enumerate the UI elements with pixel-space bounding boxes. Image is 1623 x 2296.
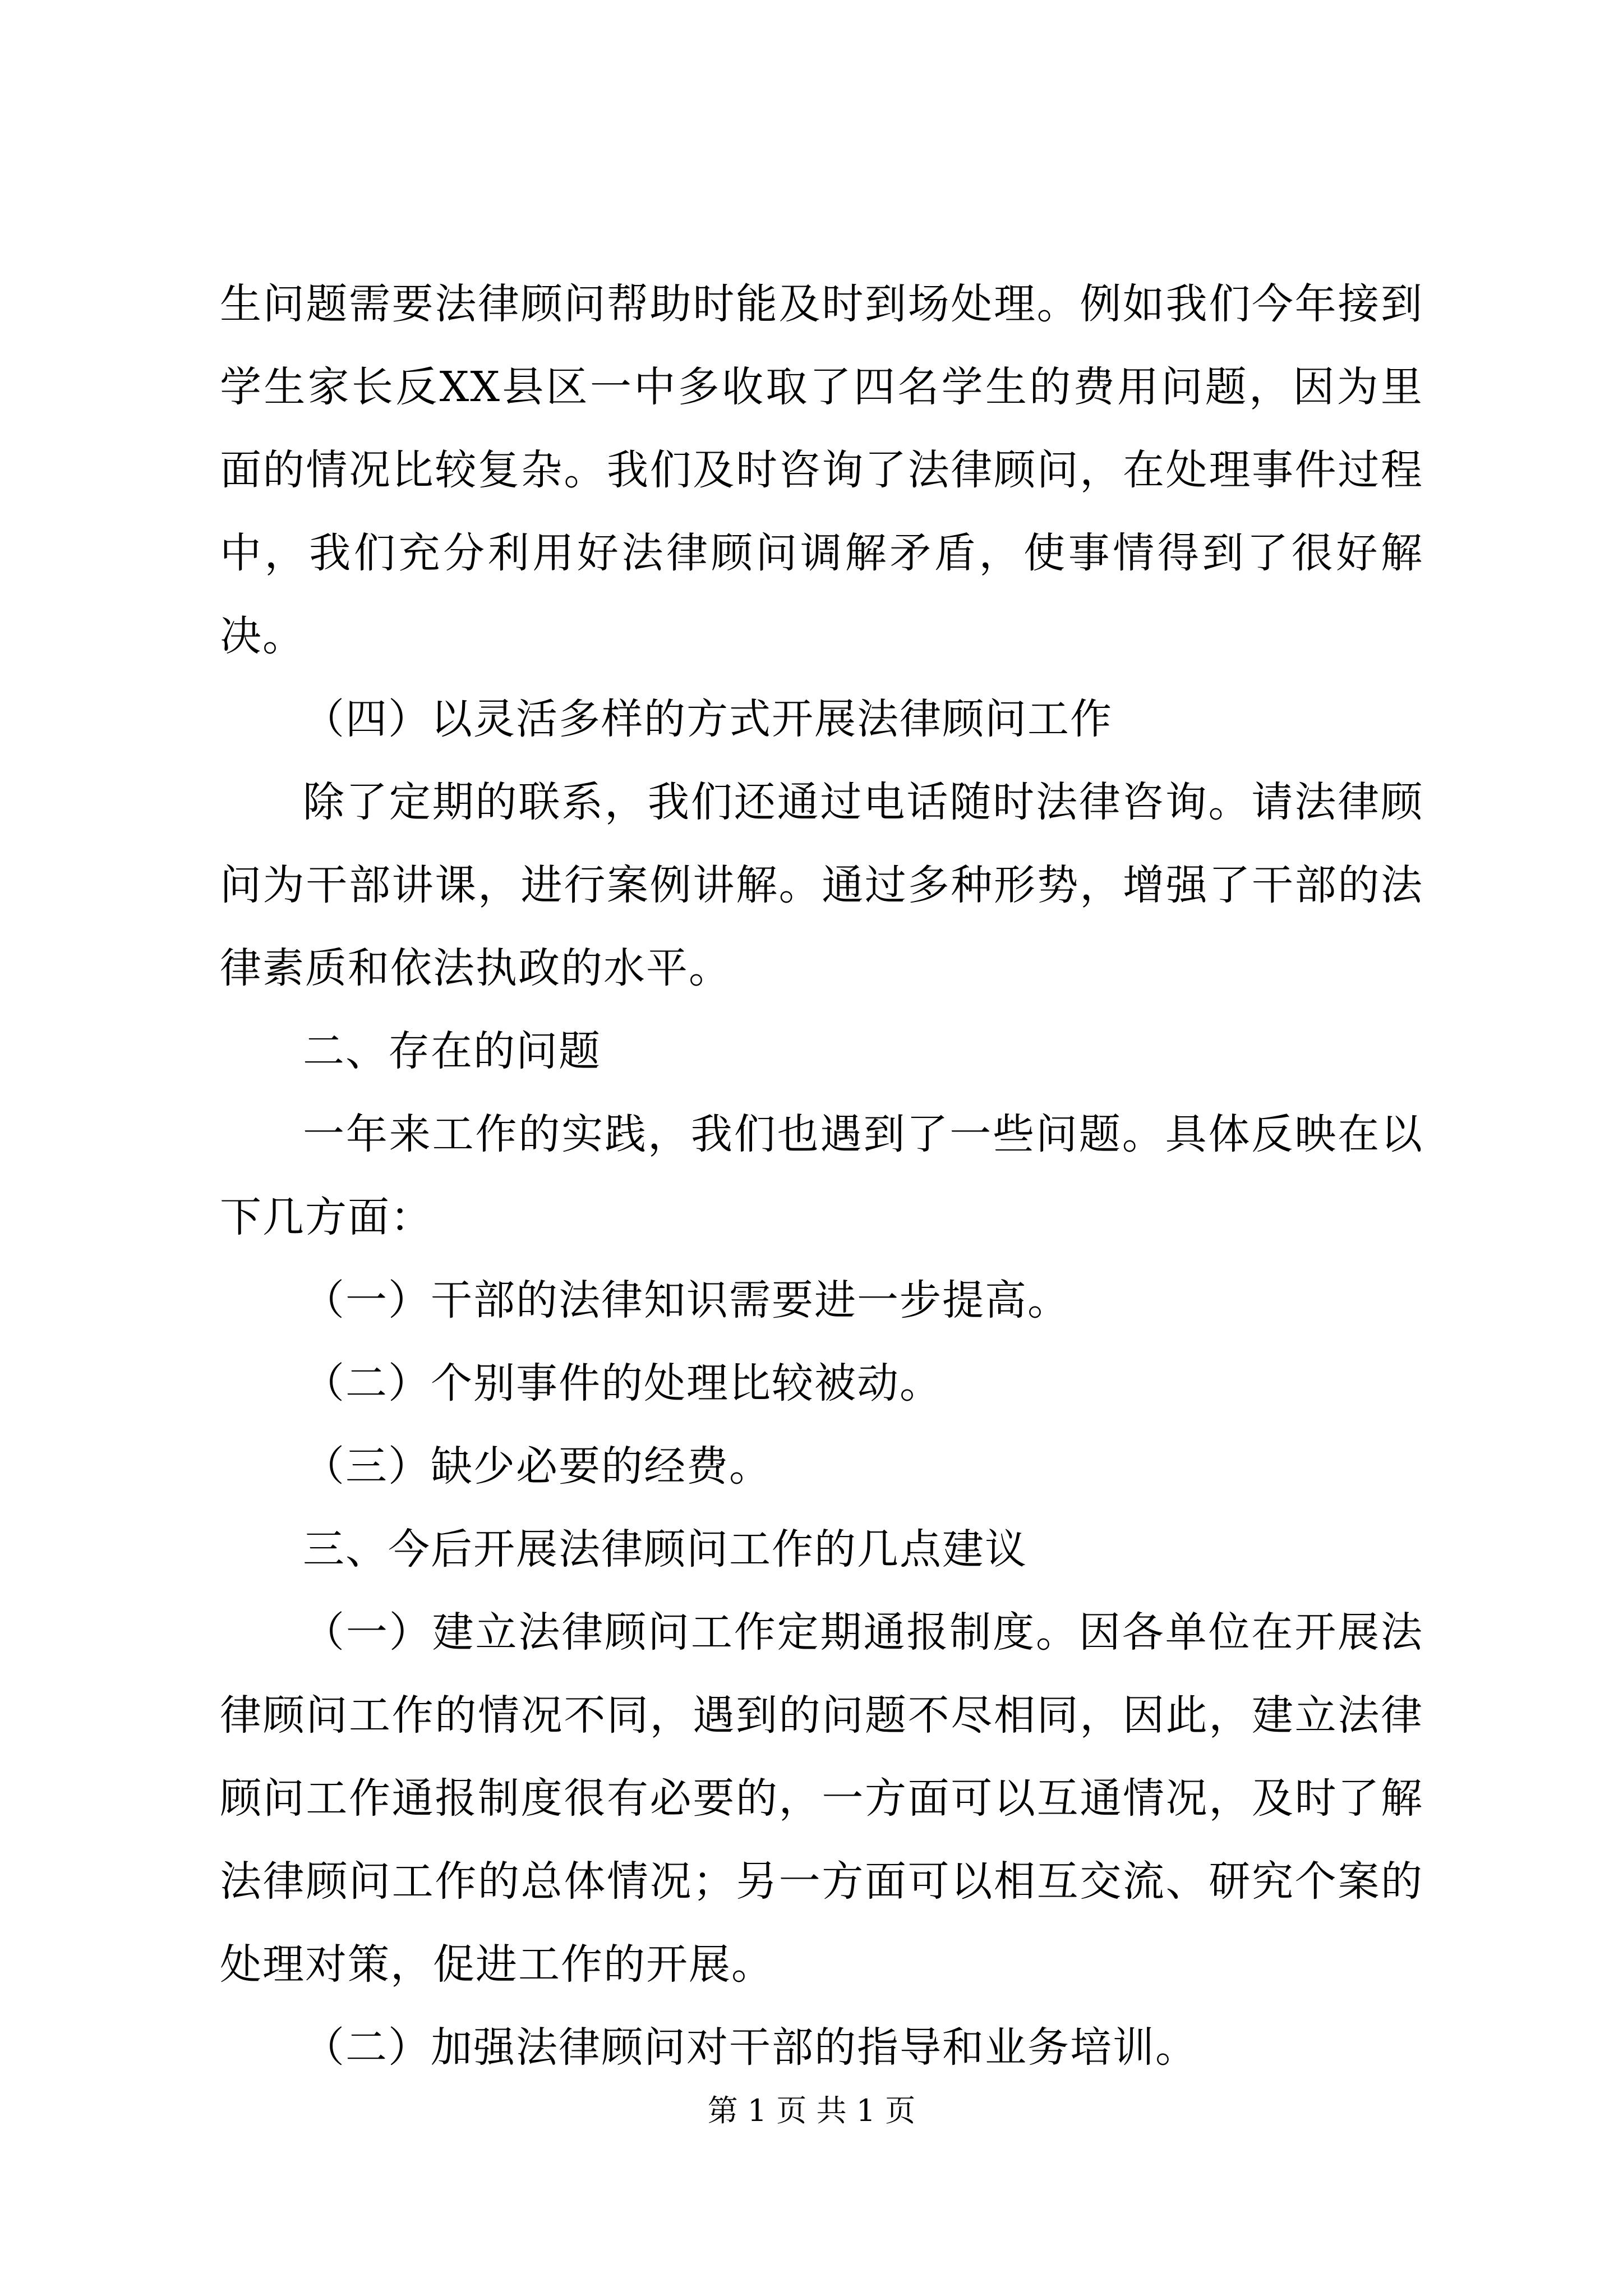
- paragraph-consultation: 除了定期的联系，我们还通过电话随时法律咨询。请法律顾问为干部讲课，进行案例讲解。通过多种形势，增强了干部的法律素质和依法执政的水平。: [220, 778, 1423, 992]
- problem-item-1: （一）干部的法律知识需要进一步提高。: [303, 1276, 1070, 1324]
- suggestion-item-1: （一）建立法律顾问工作定期通报制度。因各单位在开展法律顾问工作的情况不同，遇到的问题不尽相同，因此，建立法律顾问工作通报制度很有必要的，一方面可以互通情况，及时了解法律顾问工作的总体情况；另一方面可以相互交流、研究个案的处理对策，促进工作的开展。: [220, 1608, 1423, 1989]
- problem-item-2: （二）个别事件的处理比较被动。: [303, 1359, 942, 1407]
- subheading-four: （四）以灵活多样的方式开展法律顾问工作: [303, 695, 1113, 743]
- problem-item-3: （三）缺少必要的经费。: [303, 1442, 772, 1490]
- section-heading-problems: 二、存在的问题: [303, 1027, 601, 1075]
- section-heading-suggestions: 三、今后开展法律顾问工作的几点建议: [303, 1525, 1027, 1573]
- suggestion-item-2: （二）加强法律顾问对干部的指导和业务培训。: [303, 2023, 1198, 2072]
- paragraph-problems-intro: 一年来工作的实践，我们也遇到了一些问题。具体反映在以下几方面：: [220, 1110, 1423, 1241]
- paragraph-continuation: 生问题需要法律顾问帮助时能及时到场处理。例如我们今年接到学生家长反XX县区一中多收取了四名学生的费用问题，因为里面的情况比较复杂。我们及时咨询了法律顾问，在处理事件过程中，我们充分利用好法律顾问调解矛盾，使事情得到了很好解决。: [220, 280, 1423, 660]
- document-body: [220, 263, 1423, 2089]
- page-footer: 第 1 页 共 1 页: [707, 2093, 916, 2128]
